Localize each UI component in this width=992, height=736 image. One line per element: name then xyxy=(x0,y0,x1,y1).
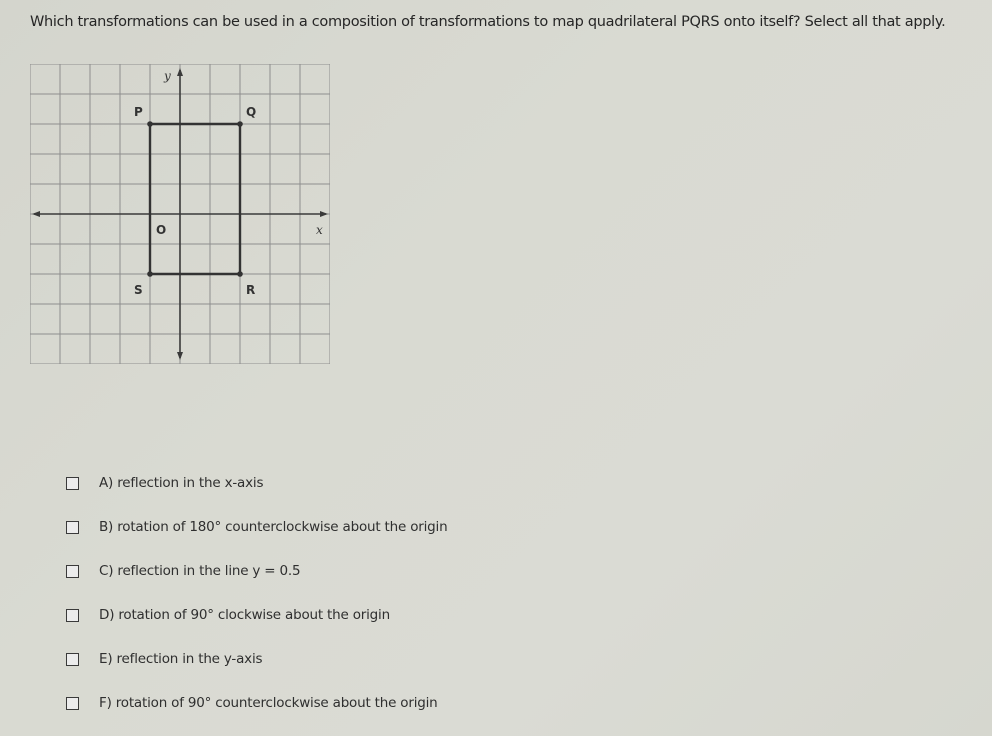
choice-a[interactable] xyxy=(66,472,263,494)
choice-e-label: E) reflection in the y-axis xyxy=(99,651,263,667)
x-axis-label: x xyxy=(316,223,323,237)
choice-a-checkbox[interactable] xyxy=(66,477,79,490)
coordinate-graph-svg xyxy=(30,64,330,364)
x-axis-arrow-left xyxy=(32,211,40,217)
vertex-r xyxy=(237,271,243,277)
question-text: Which transformations can be used in a composition of transformations to map quadrilateral PQRS onto itself? Select all that apply. xyxy=(30,14,946,30)
vertex-q-label: Q xyxy=(246,105,257,119)
choice-e-checkbox[interactable] xyxy=(66,653,79,666)
y-axis-arrow-down xyxy=(177,352,183,360)
choice-a-label: A) reflection in the x-axis xyxy=(99,475,264,491)
y-axis-label: y xyxy=(164,69,171,83)
choice-d-checkbox[interactable] xyxy=(66,609,79,622)
coordinate-graph xyxy=(30,64,330,364)
choice-c[interactable] xyxy=(66,560,300,582)
x-axis-arrow-right xyxy=(320,211,328,217)
choice-d[interactable] xyxy=(66,604,390,626)
vertex-s xyxy=(147,271,153,277)
choice-c-label: C) reflection in the line y = 0.5 xyxy=(99,563,301,579)
vertex-s-label: S xyxy=(134,283,143,297)
choice-d-label: D) rotation of 90° clockwise about the origin xyxy=(99,607,390,623)
choice-b[interactable] xyxy=(66,516,447,538)
vertex-r-label: R xyxy=(246,283,256,297)
choice-f-label: F) rotation of 90° counterclockwise about the origin xyxy=(99,695,438,711)
choice-b-checkbox[interactable] xyxy=(66,521,79,534)
choice-e[interactable] xyxy=(66,648,262,670)
choice-b-label: B) rotation of 180° counterclockwise about the origin xyxy=(99,519,448,535)
choice-f-checkbox[interactable] xyxy=(66,697,79,710)
vertex-p xyxy=(147,121,153,127)
vertex-p-label: P xyxy=(134,105,143,119)
origin-label: O xyxy=(156,223,167,237)
quadrilateral-pqrs xyxy=(150,124,240,274)
choice-c-checkbox[interactable] xyxy=(66,565,79,578)
y-axis-arrow-up xyxy=(177,68,183,76)
vertex-q xyxy=(237,121,243,127)
choice-f[interactable] xyxy=(66,692,438,714)
